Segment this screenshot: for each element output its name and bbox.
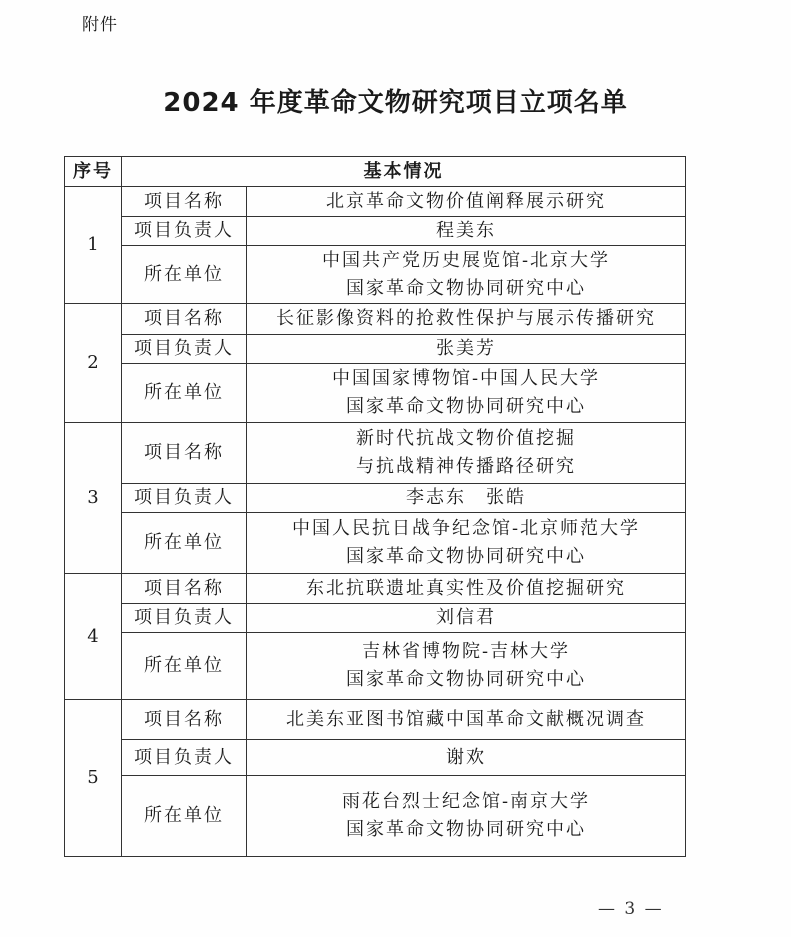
project-unit: 中国共产党历史展览馆-北京大学 国家革命文物协同研究中心 — [247, 246, 686, 304]
label-unit: 所在单位 — [122, 633, 247, 700]
row-seq: 5 — [65, 700, 122, 857]
project-name: 长征影像资料的抢救性保护与展示传播研究 — [247, 304, 686, 335]
table-header-row — [65, 157, 686, 187]
table-row — [65, 217, 686, 246]
label-leader: 项目负责人 — [122, 604, 247, 633]
project-leader: 程美东 — [247, 217, 686, 246]
project-name: 东北抗联遗址真实性及价值挖掘研究 — [247, 574, 686, 604]
project-leader: 谢欢 — [247, 740, 686, 776]
label-name: 项目名称 — [122, 187, 247, 217]
label-name: 项目名称 — [122, 574, 247, 604]
table-row — [65, 423, 686, 484]
row-seq: 2 — [65, 304, 122, 423]
header-info: 基本情况 — [122, 157, 686, 187]
header-seq: 序号 — [65, 157, 122, 187]
table-row — [65, 335, 686, 364]
project-name: 北美东亚图书馆藏中国革命文献概况调查 — [247, 700, 686, 740]
label-leader: 项目负责人 — [122, 335, 247, 364]
project-unit: 吉林省博物院-吉林大学 国家革命文物协同研究中心 — [247, 633, 686, 700]
table-row — [65, 776, 686, 857]
project-leader: 张美芳 — [247, 335, 686, 364]
table-row — [65, 187, 686, 217]
label-leader: 项目负责人 — [122, 217, 247, 246]
label-unit: 所在单位 — [122, 513, 247, 574]
attachment-label: 附件 — [82, 15, 118, 35]
table-row — [65, 604, 686, 633]
row-seq: 1 — [65, 187, 122, 304]
label-leader: 项目负责人 — [122, 484, 247, 513]
label-name: 项目名称 — [122, 304, 247, 335]
table-row — [65, 364, 686, 423]
table-row — [65, 700, 686, 740]
project-unit: 中国人民抗日战争纪念馆-北京师范大学 国家革命文物协同研究中心 — [247, 513, 686, 574]
table-row — [65, 740, 686, 776]
project-unit: 中国国家博物馆-中国人民大学 国家革命文物协同研究中心 — [247, 364, 686, 423]
table-row — [65, 246, 686, 304]
label-unit: 所在单位 — [122, 776, 247, 857]
project-list-table — [64, 156, 686, 857]
label-unit: 所在单位 — [122, 246, 247, 304]
table-row — [65, 304, 686, 335]
table-row — [65, 484, 686, 513]
project-leader: 刘信君 — [247, 604, 686, 633]
project-leader: 李志东 张皓 — [247, 484, 686, 513]
row-seq: 3 — [65, 423, 122, 574]
project-name: 北京革命文物价值阐释展示研究 — [247, 187, 686, 217]
project-unit: 雨花台烈士纪念馆-南京大学 国家革命文物协同研究中心 — [247, 776, 686, 857]
table-row — [65, 633, 686, 700]
document-title: 2024 年度革命文物研究项目立项名单 — [163, 88, 628, 118]
label-unit: 所在单位 — [122, 364, 247, 423]
project-name: 新时代抗战文物价值挖掘 与抗战精神传播路径研究 — [247, 423, 686, 484]
table-row — [65, 513, 686, 574]
row-seq: 4 — [65, 574, 122, 700]
label-name: 项目名称 — [122, 423, 247, 484]
table-row — [65, 574, 686, 604]
label-name: 项目名称 — [122, 700, 247, 740]
label-leader: 项目负责人 — [122, 740, 247, 776]
page-number: — 3 — — [598, 899, 664, 919]
